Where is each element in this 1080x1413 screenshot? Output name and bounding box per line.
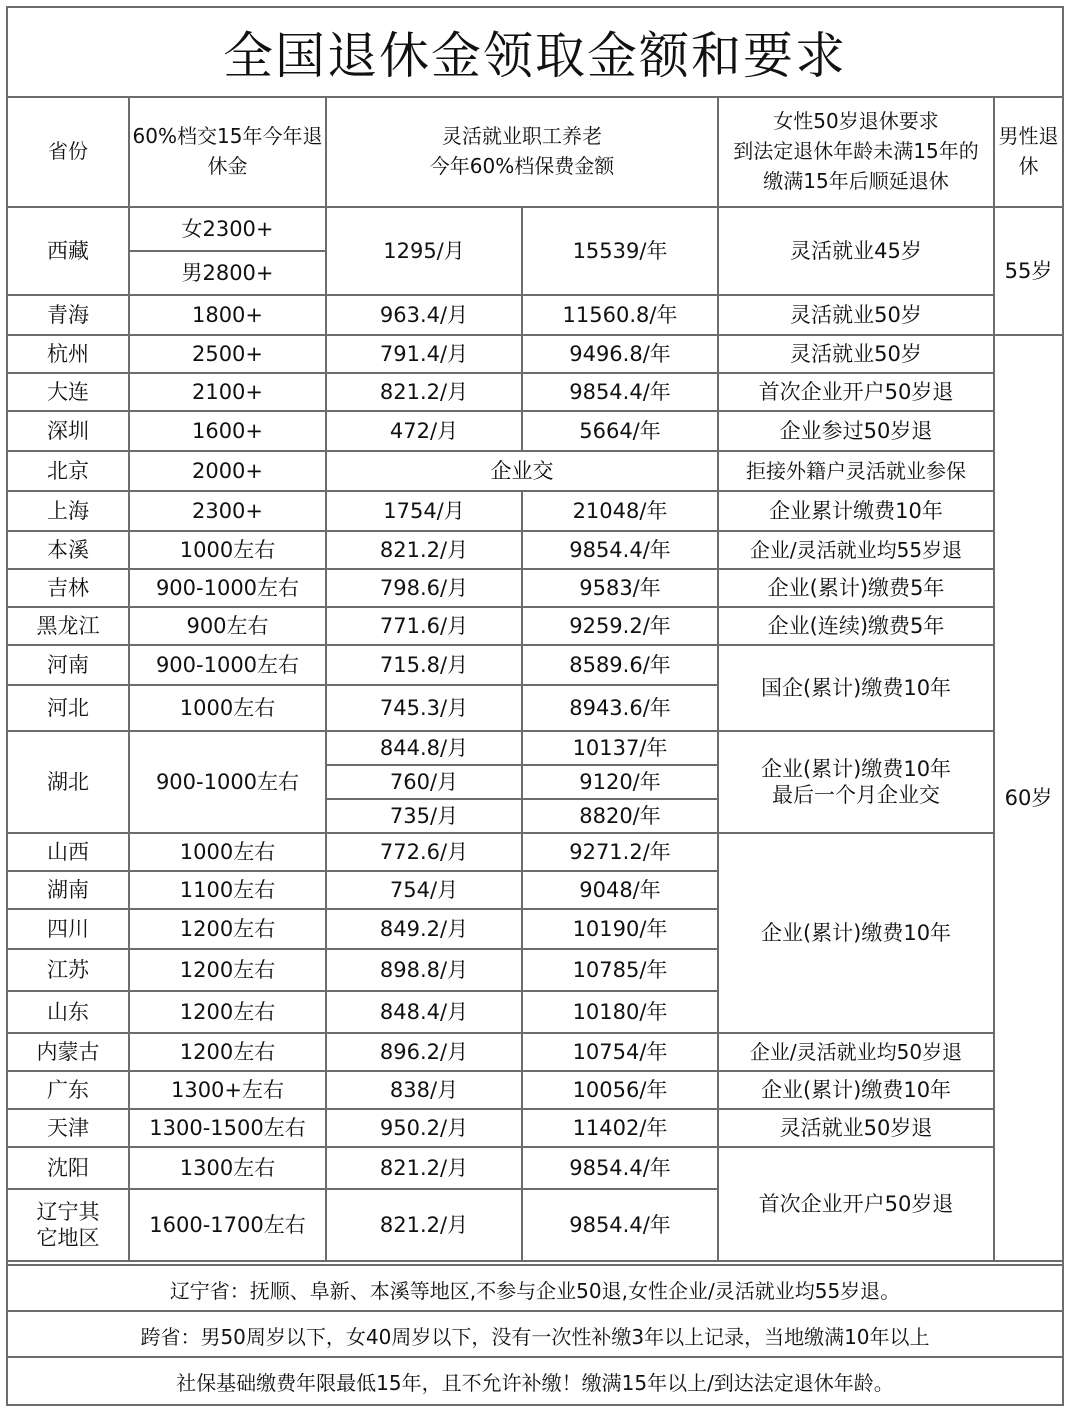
table-row bbox=[8, 531, 1062, 569]
cell-yearly: 8943.6/年 bbox=[522, 685, 718, 731]
table-row bbox=[8, 1147, 1062, 1189]
cell-monthly: 1754/月 bbox=[326, 491, 522, 531]
cell-province: 沈阳 bbox=[8, 1147, 129, 1189]
cell-yearly: 9854.4/年 bbox=[522, 373, 718, 411]
cell-province: 上海 bbox=[8, 491, 129, 531]
cell-yearly: 9496.8/年 bbox=[522, 335, 718, 373]
cell-pension: 2000+ bbox=[129, 451, 326, 491]
header-province: 省份 bbox=[8, 96, 129, 207]
cell-yearly: 10180/年 bbox=[522, 991, 718, 1033]
cell-monthly: 896.2/月 bbox=[326, 1033, 522, 1071]
cell-pension: 1300-1500左右 bbox=[129, 1109, 326, 1147]
cell-female-requirement: 灵活就业50岁 bbox=[718, 335, 994, 373]
cell-monthly: 898.8/月 bbox=[326, 949, 522, 991]
cell-province: 杭州 bbox=[8, 335, 129, 373]
cell-female-requirement: 企业(累计)缴费5年 bbox=[718, 569, 994, 607]
table-row bbox=[8, 373, 1062, 411]
cell-province: 本溪 bbox=[8, 531, 129, 569]
cell-yearly: 9120/年 bbox=[522, 765, 718, 799]
cell-monthly: 838/月 bbox=[326, 1071, 522, 1109]
header-female-requirement: 女性50岁退休要求 到法定退休年龄未满15年的 缴满15年后顺延退休 bbox=[718, 96, 994, 207]
table-row bbox=[8, 731, 1062, 765]
cell-pension: 1600-1700左右 bbox=[129, 1189, 326, 1261]
cell-female-requirement: 企业/灵活就业均50岁退 bbox=[718, 1033, 994, 1071]
table-row bbox=[8, 1033, 1062, 1071]
cell-pension: 1200左右 bbox=[129, 991, 326, 1033]
cell-yearly: 9271.2/年 bbox=[522, 833, 718, 871]
cell-pension: 2500+ bbox=[129, 335, 326, 373]
cell-female-requirement: 企业参过50岁退 bbox=[718, 411, 994, 451]
table-row bbox=[8, 491, 1062, 531]
cell-monthly: 760/月 bbox=[326, 765, 522, 799]
cell-province: 深圳 bbox=[8, 411, 129, 451]
cell-yearly: 11560.8/年 bbox=[522, 295, 718, 335]
table-row bbox=[8, 411, 1062, 451]
cell-pension: 1800+ bbox=[129, 295, 326, 335]
table-row bbox=[8, 207, 1062, 251]
cell-pension: 900-1000左右 bbox=[129, 731, 326, 833]
cell-female-requirement: 灵活就业50岁 bbox=[718, 295, 994, 335]
header-row bbox=[8, 96, 1062, 207]
cell-pension: 1000左右 bbox=[129, 833, 326, 871]
cell-province: 西藏 bbox=[8, 207, 129, 295]
cell-monthly: 821.2/月 bbox=[326, 531, 522, 569]
cell-monthly: 771.6/月 bbox=[326, 607, 522, 645]
cell-yearly: 9854.4/年 bbox=[522, 1189, 718, 1261]
cell-fee-merged: 企业交 bbox=[326, 451, 718, 491]
cell-province: 天津 bbox=[8, 1109, 129, 1147]
cell-yearly: 10056/年 bbox=[522, 1071, 718, 1109]
cell-pension: 1100左右 bbox=[129, 871, 326, 909]
cell-pension-female: 女2300+ bbox=[129, 207, 326, 251]
cell-province: 黑龙江 bbox=[8, 607, 129, 645]
cell-yearly: 10190/年 bbox=[522, 909, 718, 949]
cell-province: 山西 bbox=[8, 833, 129, 871]
cell-pension: 1000左右 bbox=[129, 531, 326, 569]
cell-yearly: 5664/年 bbox=[522, 411, 718, 451]
table-row bbox=[8, 1071, 1062, 1109]
cell-monthly: 472/月 bbox=[326, 411, 522, 451]
cell-female-requirement: 拒接外籍户灵活就业参保 bbox=[718, 451, 994, 491]
cell-female-requirement: 企业(累计)缴费10年 bbox=[718, 833, 994, 1033]
cell-male-retire: 55岁 bbox=[994, 207, 1062, 335]
cell-province: 吉林 bbox=[8, 569, 129, 607]
cell-pension: 900-1000左右 bbox=[129, 645, 326, 685]
retirement-sheet bbox=[6, 6, 1064, 1406]
footer-note-liaoning: 辽宁省：抚顺、阜新、本溪等地区,不参与企业50退,女性企业/灵活就业均55岁退。 bbox=[8, 1264, 1062, 1312]
cell-monthly: 821.2/月 bbox=[326, 373, 522, 411]
cell-province: 河南 bbox=[8, 645, 129, 685]
cell-pension: 2300+ bbox=[129, 491, 326, 531]
cell-province: 山东 bbox=[8, 991, 129, 1033]
cell-monthly: 791.4/月 bbox=[326, 335, 522, 373]
table-row bbox=[8, 833, 1062, 871]
cell-monthly: 848.4/月 bbox=[326, 991, 522, 1033]
cell-pension: 1200左右 bbox=[129, 949, 326, 991]
cell-yearly: 10785/年 bbox=[522, 949, 718, 991]
cell-yearly: 11402/年 bbox=[522, 1109, 718, 1147]
cell-province: 湖南 bbox=[8, 871, 129, 909]
cell-province: 广东 bbox=[8, 1071, 129, 1109]
cell-monthly: 963.4/月 bbox=[326, 295, 522, 335]
cell-pension: 2100+ bbox=[129, 373, 326, 411]
cell-monthly: 950.2/月 bbox=[326, 1109, 522, 1147]
table-row bbox=[8, 1109, 1062, 1147]
cell-monthly: 772.6/月 bbox=[326, 833, 522, 871]
cell-monthly: 844.8/月 bbox=[326, 731, 522, 765]
cell-pension: 1600+ bbox=[129, 411, 326, 451]
cell-female-requirement: 灵活就业50岁退 bbox=[718, 1109, 994, 1147]
cell-monthly: 754/月 bbox=[326, 871, 522, 909]
header-male-retire: 男性退 休 bbox=[994, 96, 1062, 207]
cell-monthly: 1295/月 bbox=[326, 207, 522, 295]
cell-female-requirement: 企业/灵活就业均55岁退 bbox=[718, 531, 994, 569]
cell-province: 江苏 bbox=[8, 949, 129, 991]
cell-monthly: 821.2/月 bbox=[326, 1147, 522, 1189]
cell-pension: 1200左右 bbox=[129, 1033, 326, 1071]
cell-yearly: 9259.2/年 bbox=[522, 607, 718, 645]
cell-province: 湖北 bbox=[8, 731, 129, 833]
footer-note-minimum-years: 社保基础缴费年限最低15年，且不允许补缴！缴满15年以上/到达法定退休年龄。 bbox=[8, 1356, 1062, 1404]
cell-pension: 1000左右 bbox=[129, 685, 326, 731]
cell-yearly: 8589.6/年 bbox=[522, 645, 718, 685]
cell-pension: 1300左右 bbox=[129, 1147, 326, 1189]
cell-monthly: 735/月 bbox=[326, 799, 522, 833]
cell-province: 四川 bbox=[8, 909, 129, 949]
cell-monthly: 798.6/月 bbox=[326, 569, 522, 607]
cell-province: 内蒙古 bbox=[8, 1033, 129, 1071]
cell-yearly: 15539/年 bbox=[522, 207, 718, 295]
table-row bbox=[8, 569, 1062, 607]
cell-monthly: 849.2/月 bbox=[326, 909, 522, 949]
cell-yearly: 8820/年 bbox=[522, 799, 718, 833]
cell-pension: 900左右 bbox=[129, 607, 326, 645]
header-flex-fee: 灵活就业职工养老 今年60%档保费金额 bbox=[326, 96, 718, 207]
cell-province: 大连 bbox=[8, 373, 129, 411]
cell-yearly: 21048/年 bbox=[522, 491, 718, 531]
cell-female-requirement: 首次企业开户50岁退 bbox=[718, 373, 994, 411]
cell-female-requirement: 首次企业开户50岁退 bbox=[718, 1147, 994, 1261]
table-row bbox=[8, 295, 1062, 335]
cell-yearly: 9854.4/年 bbox=[522, 1147, 718, 1189]
cell-female-requirement: 企业累计缴费10年 bbox=[718, 491, 994, 531]
cell-pension: 900-1000左右 bbox=[129, 569, 326, 607]
cell-monthly: 745.3/月 bbox=[326, 685, 522, 731]
cell-monthly: 821.2/月 bbox=[326, 1189, 522, 1261]
cell-monthly: 715.8/月 bbox=[326, 645, 522, 685]
cell-province: 河北 bbox=[8, 685, 129, 731]
cell-male-retire: 60岁 bbox=[994, 335, 1062, 1261]
cell-yearly: 9048/年 bbox=[522, 871, 718, 909]
cell-female-requirement: 企业(累计)缴费10年 最后一个月企业交 bbox=[718, 731, 994, 833]
header-pension: 60%档交15年今年退 休金 bbox=[129, 96, 326, 207]
cell-pension: 1200左右 bbox=[129, 909, 326, 949]
retirement-table bbox=[8, 96, 1062, 1262]
table-row bbox=[8, 335, 1062, 373]
cell-female-requirement: 企业(累计)缴费10年 bbox=[718, 1071, 994, 1109]
cell-yearly: 9583/年 bbox=[522, 569, 718, 607]
cell-female-requirement: 企业(连续)缴费5年 bbox=[718, 607, 994, 645]
page-title: 全国退休金领取金额和要求 bbox=[8, 8, 1062, 98]
cell-province: 青海 bbox=[8, 295, 129, 335]
cell-female-requirement: 国企(累计)缴费10年 bbox=[718, 645, 994, 731]
cell-province: 辽宁其 它地区 bbox=[8, 1189, 129, 1261]
cell-yearly: 9854.4/年 bbox=[522, 531, 718, 569]
cell-pension-male: 男2800+ bbox=[129, 251, 326, 295]
table-row bbox=[8, 645, 1062, 685]
table-row bbox=[8, 607, 1062, 645]
cell-pension: 1300+左右 bbox=[129, 1071, 326, 1109]
footer-note-cross-province: 跨省：男50周岁以下，女40周岁以下，没有一次性补缴3年以上记录，当地缴满10年以上 bbox=[8, 1310, 1062, 1358]
cell-female-requirement: 灵活就业45岁 bbox=[718, 207, 994, 295]
cell-province: 北京 bbox=[8, 451, 129, 491]
cell-yearly: 10754/年 bbox=[522, 1033, 718, 1071]
table-row bbox=[8, 451, 1062, 491]
cell-yearly: 10137/年 bbox=[522, 731, 718, 765]
